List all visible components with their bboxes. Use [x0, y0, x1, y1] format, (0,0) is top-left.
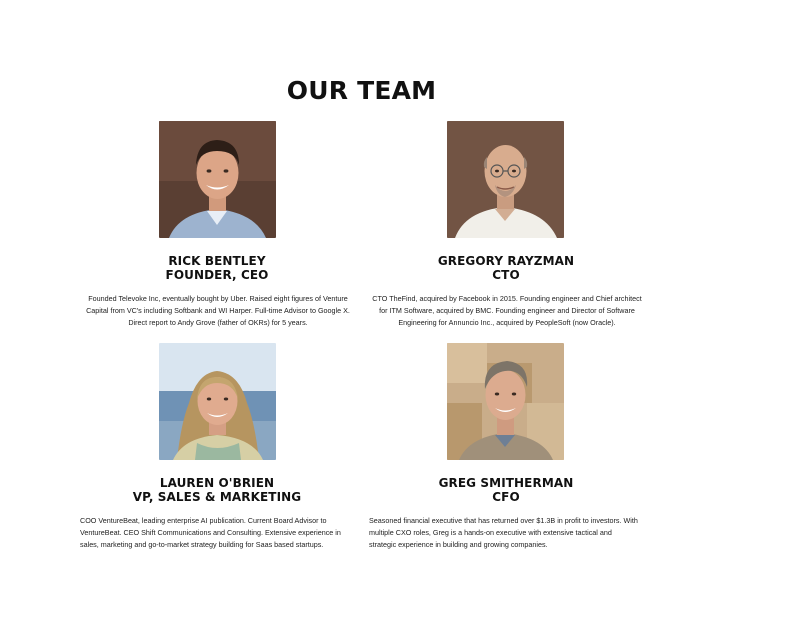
member-name: GREGORY RAYZMAN: [437, 254, 575, 268]
bio-line: CTO TheFind, acquired by Facebook in 2015. Founding engineer and Chief architect: [372, 294, 642, 303]
member-photo-greg-smitherman: [447, 343, 564, 460]
page-title: OUR TEAM: [286, 76, 437, 105]
bio-line: Direct report to Andy Grove (father of OKRs) for 5 years.: [128, 318, 308, 327]
bio-line: COO VentureBeat, leading enterprise AI publication. Current Board Advisor to: [80, 516, 327, 525]
bio-line: Seasoned financial executive that has returned over $1.3B in profit to investors. With: [369, 516, 638, 525]
member-bio: [80, 515, 370, 551]
bio-line: VentureBeat. CEO Shift Communications and Consulting. Extensive experience in: [80, 528, 341, 537]
member-role: CFO: [492, 490, 520, 504]
bio-line: Founded Televoke Inc, eventually bought by Uber. Raised eight figures of Venture: [88, 294, 348, 303]
member-name: LAUREN O'BRIEN: [159, 476, 275, 490]
member-photo-lauren-obrien: [159, 343, 276, 460]
member-role: VP, SALES & MARKETING: [132, 490, 302, 504]
bio-line: for ITM Software, acquired by BMC. Founding engineer and Director of Software: [379, 306, 635, 315]
member-bio: [369, 515, 669, 551]
member-bio: [366, 293, 648, 329]
member-bio: [78, 293, 358, 329]
member-role: CTO: [492, 268, 520, 282]
member-name: RICK BENTLEY: [168, 254, 266, 268]
member-name: GREG SMITHERMAN: [438, 476, 574, 490]
member-role: FOUNDER, CEO: [165, 268, 269, 282]
member-photo-gregory-rayzman: [447, 121, 564, 238]
bio-line: multiple CXO roles, Greg is a hands-on executive with extensive tactical and: [369, 528, 612, 537]
member-photo-rick-bentley: [159, 121, 276, 238]
bio-line: Capital from VC's including Softbank and WI Harper. Full-time Advisor to Google X.: [86, 306, 350, 315]
bio-line: sales, marketing and go-to-market strategy building for Saas based startups.: [80, 540, 324, 549]
bio-line: strategic experience in building and growing companies.: [369, 540, 548, 549]
bio-line: Engineering for Annuncio Inc., acquired by PeopleSoft (now Oracle).: [398, 318, 616, 327]
